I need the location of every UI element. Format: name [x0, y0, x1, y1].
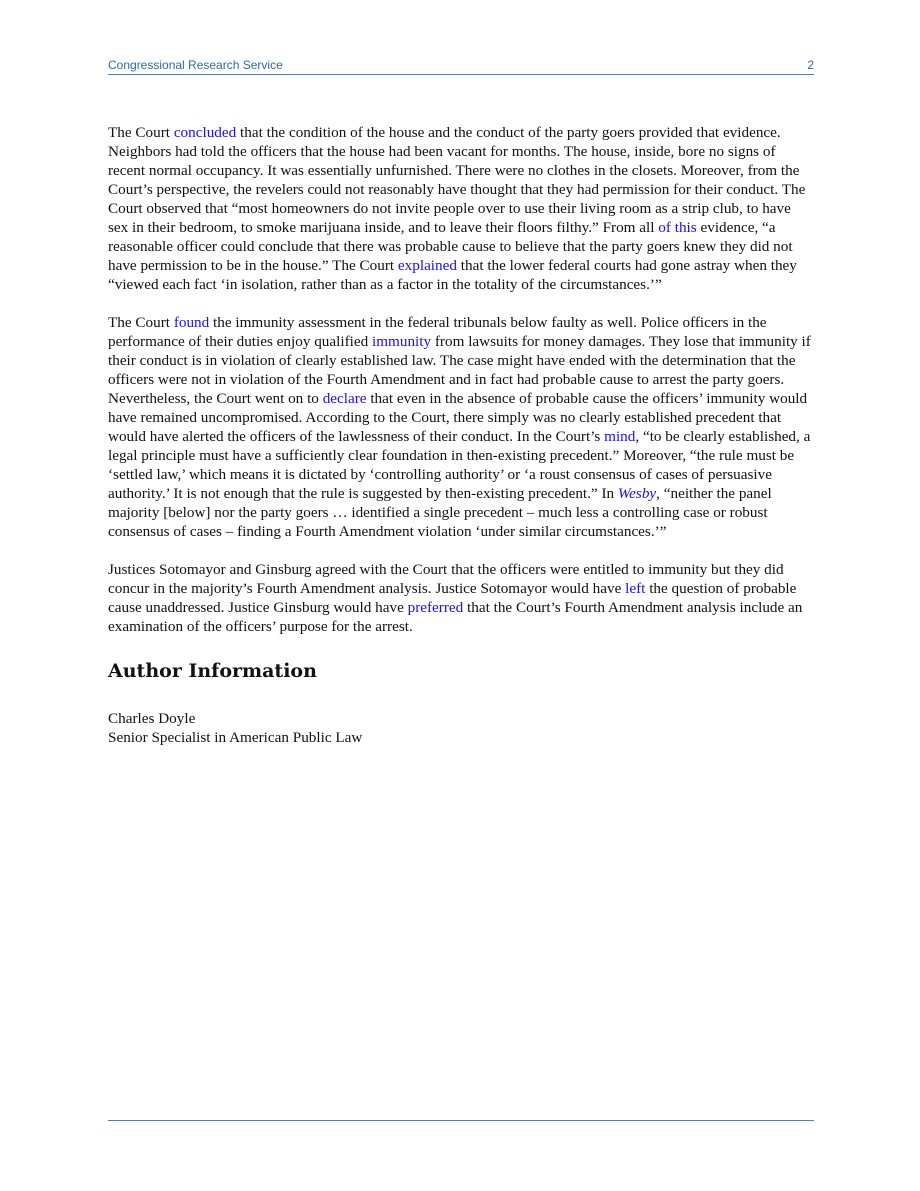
- paragraph-3: [108, 560, 814, 636]
- text-run: , “to be clearly established, a legal principle must have a sufficiently clear foundation in then-existing precedent.” Moreover, “the rule must be ‘settled law,’ which means it is dictated by ‘controlling authority’ or ‘a roust consensus of cases of persuasive authority.’ It is not enough that the rule is suggested by then-existing precedent.” In: [108, 428, 811, 502]
- text-run: the question of probable cause unaddressed. Justice Ginsburg would have: [108, 580, 797, 616]
- text-run: evidence, “a reasonable officer could conclude that there was probable cause to believe that the party goers knew they did not have permission to be in the house.” The Court: [108, 219, 793, 274]
- text-run: that the Court’s Fourth Amendment analysis include an examination of the officers’ purpose for the arrest.: [108, 599, 803, 635]
- author-information-heading: Author Information: [108, 660, 317, 682]
- header-org-name: Congressional Research Service: [108, 58, 283, 72]
- link-explained[interactable]: explained: [397, 257, 457, 274]
- header-page-number: 2: [807, 58, 814, 72]
- text-run: , “neither the panel majority [below] nor the party goers … identified a single precedent – much less a controlling case or robust consensus of cases – finding a Fourth Amendment violation ‘under similar circumstances.’”: [108, 485, 772, 540]
- paragraph-2: [108, 313, 814, 541]
- document-body: [108, 123, 814, 747]
- text-run: that even in the absence of probable cause the officers’ immunity would have remained uncompromised. According to the Court, there simply was no clearly established precedent that would have alerted the officers of the lawlessness of their conduct. In the Court’s: [108, 390, 808, 445]
- author-block: [108, 709, 814, 747]
- text-run: The Court: [108, 314, 174, 331]
- link-mind[interactable]: mind: [604, 428, 636, 445]
- text-run: Justices Sotomayor and Ginsburg agreed with the Court that the officers were entitled to immunity but they did concur in the majority’s Fourth Amendment analysis. Justice Sotomayor would have: [108, 561, 784, 597]
- link-concluded[interactable]: concluded: [173, 124, 237, 141]
- link-left[interactable]: left: [625, 580, 646, 597]
- link-of-this[interactable]: of this: [658, 219, 697, 236]
- paragraph-1: [108, 123, 814, 294]
- text-run: The Court: [108, 124, 174, 141]
- link-declare[interactable]: declare: [322, 390, 367, 407]
- text-run: that the lower federal courts had gone astray when they “viewed each fact ‘in isolation, rather than as a factor in the totality of the circumstances.’”: [108, 257, 797, 293]
- text-run: that the condition of the house and the conduct of the party goers provided that evidence. Neighbors had told the officers that the house had been vacant for months. The house, inside, bore no signs of recent normal occupancy. It was essentially unfurnished. There were no clothes in the closets. Moreover, from the Court’s perspective, the revelers could not reasonably have thought that they had permission for their conduct. The Court observed that “most homeowners do not invite people over to use their living room as a strip club, to have sex in their bedroom, to smoke marijuana inside, and to leave their floors filthy.” From all: [108, 124, 806, 236]
- text-run: from lawsuits for money damages. They lose that immunity if their conduct is in violation of clearly established law. The case might have ended with the determination that the officers were not in violation of the Fourth Amendment and in fact had probable cause to arrest the party goers. Nevertheless, the Court went on to: [108, 333, 811, 407]
- footer-divider: [108, 1120, 814, 1121]
- link-immunity[interactable]: immunity: [372, 333, 432, 350]
- link-found[interactable]: found: [173, 314, 210, 331]
- author-title: Senior Specialist in American Public Law: [108, 729, 363, 746]
- link-preferred[interactable]: preferred: [407, 599, 464, 616]
- link-wesby[interactable]: Wesby: [617, 485, 657, 502]
- author-name: Charles Doyle: [108, 710, 196, 727]
- page-header: [108, 58, 814, 75]
- text-run: the immunity assessment in the federal tribunals below faulty as well. Police officers in the performance of their duties enjoy qualified: [108, 314, 767, 350]
